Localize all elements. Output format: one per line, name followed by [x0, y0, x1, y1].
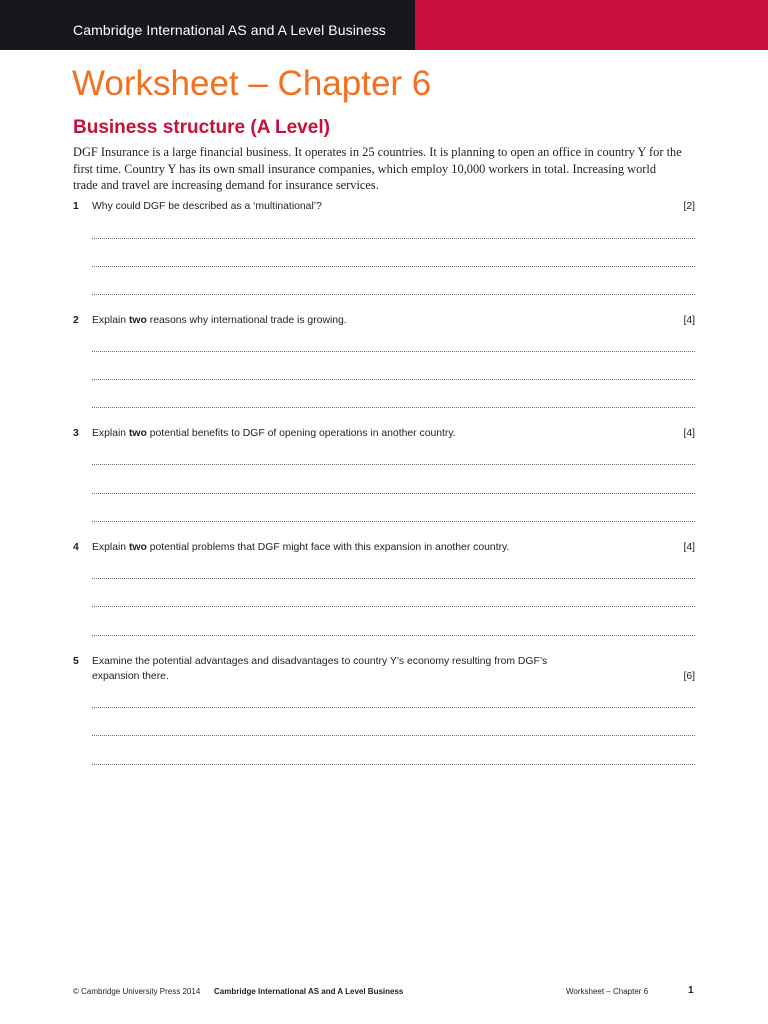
question-number: 3 [73, 428, 79, 439]
answer-line[interactable] [92, 238, 695, 239]
intro-paragraph: DGF Insurance is a large financial business. It operates in 25 countries. It is planning to open an office in country Y for the first time. Country Y has its own small insurance companies, which employ 10,000 workers in total. Increasing world trade and travel are increasing demand for insurance services. [73, 145, 682, 192]
page-number: 1 [688, 985, 694, 996]
answer-line[interactable] [92, 521, 695, 522]
section-title: Business structure (A Level) [73, 117, 330, 138]
header-bar [0, 0, 768, 50]
question-number: 2 [73, 315, 79, 326]
answer-line[interactable] [92, 635, 695, 636]
answer-line[interactable] [92, 707, 695, 708]
question-text: Explain two potential benefits to DGF of opening operations in another country. [92, 428, 456, 439]
answer-line[interactable] [92, 606, 695, 607]
answer-line[interactable] [92, 578, 695, 579]
header-accent-block [415, 0, 768, 50]
header-title: Cambridge International AS and A Level Business [73, 22, 386, 38]
question-text: Why could DGF be described as a ‘multinational’? [92, 201, 322, 212]
question-5 [73, 654, 695, 686]
question-marks: [4] [683, 315, 695, 326]
question-marks: [2] [683, 201, 695, 212]
answer-line[interactable] [92, 379, 695, 380]
page-title: Worksheet – Chapter 6 [72, 64, 432, 103]
answer-line[interactable] [92, 764, 695, 765]
question-marks: [6] [683, 671, 695, 682]
question-text: Explain two reasons why international trade is growing. [92, 315, 347, 326]
answer-line[interactable] [92, 735, 695, 736]
answer-line[interactable] [92, 493, 695, 494]
question-text: Examine the potential advantages and disadvantages to country Y’s economy resulting from DGF’s expansion there. [92, 656, 548, 682]
question-marks: [4] [683, 542, 695, 553]
question-number: 5 [73, 656, 79, 667]
answer-line[interactable] [92, 351, 695, 352]
answer-line[interactable] [92, 294, 695, 295]
question-number: 1 [73, 201, 79, 212]
question-number: 4 [73, 542, 79, 553]
footer-book-title: Cambridge International AS and A Level Business [214, 987, 404, 996]
question-marks: [4] [683, 428, 695, 439]
answer-line[interactable] [92, 407, 695, 408]
answer-line[interactable] [92, 266, 695, 267]
footer-copyright: © Cambridge University Press 2014 [73, 987, 201, 996]
footer-worksheet: Worksheet – Chapter 6 [566, 987, 649, 996]
answer-line[interactable] [92, 464, 695, 465]
question-text: Explain two potential problems that DGF might face with this expansion in another country. [92, 542, 510, 553]
